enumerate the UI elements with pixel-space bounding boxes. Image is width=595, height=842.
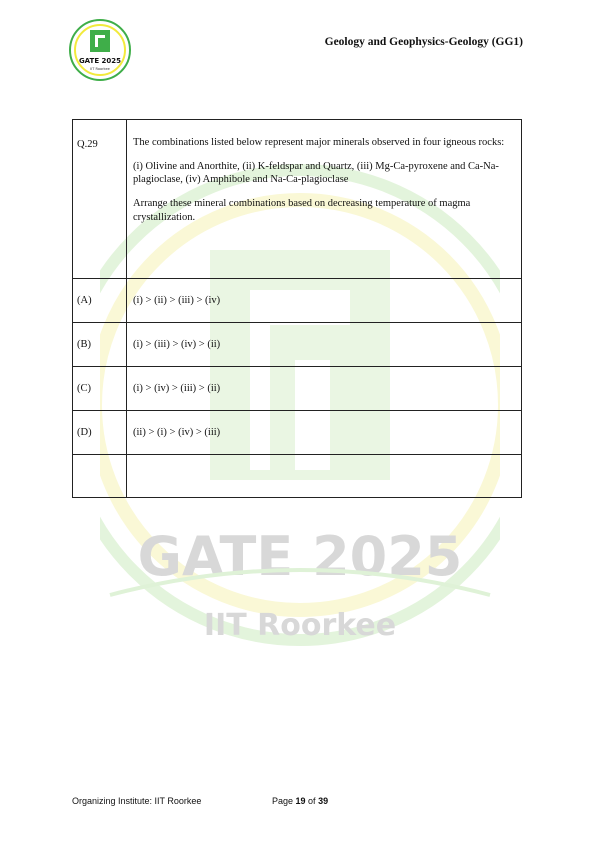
option-row-d[interactable] xyxy=(73,411,522,455)
watermark-main: GATE 2025 xyxy=(137,525,463,588)
option-text: (i) > (ii) > (iii) > (iv) xyxy=(127,279,522,323)
page-separator: of xyxy=(305,796,319,806)
option-text: (i) > (iv) > (iii) > (ii) xyxy=(127,367,522,411)
page-total: 39 xyxy=(318,796,329,806)
question-stem-row xyxy=(73,120,522,279)
option-row-c[interactable] xyxy=(73,367,522,411)
footer-page-number xyxy=(272,796,328,806)
question-table xyxy=(72,119,522,498)
option-label: (D) xyxy=(73,411,127,455)
blank-cell xyxy=(73,455,127,498)
logo-text: GATE 2025 xyxy=(78,57,122,65)
option-label: (C) xyxy=(73,367,127,411)
stem-paragraph: The combinations listed below represent major minerals observed in four igneous rocks: xyxy=(133,137,505,148)
footer-institute: Organizing Institute: IIT Roorkee xyxy=(72,796,202,806)
option-row-a[interactable] xyxy=(73,279,522,323)
option-text: (i) > (iii) > (iv) > (ii) xyxy=(127,323,522,367)
blank-row xyxy=(73,455,522,498)
option-row-b[interactable] xyxy=(73,323,522,367)
gate-2025-logo xyxy=(68,18,132,82)
blank-cell xyxy=(127,455,522,498)
question-stem xyxy=(127,120,522,279)
stem-paragraph: Arrange these mineral combinations based on decreasing temperature of magma crystallization. xyxy=(133,197,471,223)
watermark-sub: IIT Roorkee xyxy=(203,608,397,643)
stem-paragraph: (i) Olivine and Anorthite, (ii) K-feldspar and Quartz, (iii) Mg-Ca-pyroxene and Ca-Na-plagioclase, (iv) Amphibole and Na-Ca-plagioclase xyxy=(133,160,499,186)
option-label: (A) xyxy=(73,279,127,323)
question-number: Q.29 xyxy=(73,120,127,279)
paper-title: Geology and Geophysics-Geology (GG1) xyxy=(324,36,523,48)
page-prefix: Page xyxy=(272,796,296,806)
page-current: 19 xyxy=(295,796,306,806)
logo-subtext: IIT Roorkee xyxy=(90,67,110,71)
option-text: (ii) > (i) > (iv) > (iii) xyxy=(127,411,522,455)
option-label: (B) xyxy=(73,323,127,367)
